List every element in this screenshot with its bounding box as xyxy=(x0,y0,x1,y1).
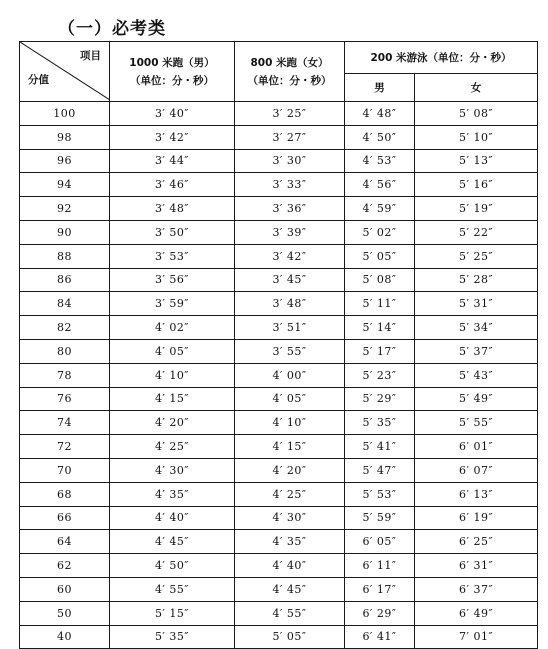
table-row xyxy=(20,102,538,126)
header-800m-title: 800 米跑（女） xyxy=(250,56,329,69)
table-row xyxy=(20,125,538,149)
header-1000m xyxy=(110,42,235,102)
cell-800m: 3′ 27″ xyxy=(235,125,345,149)
cell-800m: 4′ 00″ xyxy=(235,363,345,387)
table-row xyxy=(20,339,538,363)
cell-score: 94 xyxy=(20,173,110,197)
cell-swim-male: 6′ 17″ xyxy=(345,577,415,601)
cell-swim-female: 5′ 08″ xyxy=(415,102,538,126)
table-row xyxy=(20,292,538,316)
cell-swim-male: 4′ 53″ xyxy=(345,149,415,173)
cell-800m: 4′ 55″ xyxy=(235,601,345,625)
cell-swim-male: 6′ 11″ xyxy=(345,554,415,578)
cell-score: 96 xyxy=(20,149,110,173)
cell-800m: 3′ 42″ xyxy=(235,244,345,268)
cell-swim-female: 6′ 01″ xyxy=(415,435,538,459)
cell-800m: 3′ 39″ xyxy=(235,220,345,244)
cell-swim-female: 6′ 07″ xyxy=(415,458,538,482)
table-row xyxy=(20,173,538,197)
cell-swim-female: 5′ 34″ xyxy=(415,316,538,340)
table-row xyxy=(20,435,538,459)
cell-800m: 4′ 40″ xyxy=(235,554,345,578)
cell-swim-male: 5′ 23″ xyxy=(345,363,415,387)
cell-swim-male: 4′ 50″ xyxy=(345,125,415,149)
cell-swim-female: 7′ 01″ xyxy=(415,625,538,649)
cell-score: 74 xyxy=(20,411,110,435)
cell-1000m: 4′ 25″ xyxy=(110,435,235,459)
cell-1000m: 4′ 20″ xyxy=(110,411,235,435)
cell-1000m: 4′ 40″ xyxy=(110,506,235,530)
table-row xyxy=(20,197,538,221)
cell-swim-male: 5′ 08″ xyxy=(345,268,415,292)
corner-label-item: 项目 xyxy=(80,50,101,62)
cell-800m: 3′ 45″ xyxy=(235,268,345,292)
cell-1000m: 4′ 55″ xyxy=(110,577,235,601)
cell-800m: 4′ 20″ xyxy=(235,458,345,482)
cell-1000m: 3′ 40″ xyxy=(110,102,235,126)
cell-score: 78 xyxy=(20,363,110,387)
header-swim: 200 米游泳（单位：分・秒） xyxy=(345,42,538,74)
cell-800m: 4′ 35″ xyxy=(235,530,345,554)
cell-800m: 4′ 10″ xyxy=(235,411,345,435)
cell-score: 100 xyxy=(20,102,110,126)
cell-swim-female: 6′ 37″ xyxy=(415,577,538,601)
cell-1000m: 4′ 35″ xyxy=(110,482,235,506)
cell-score: 50 xyxy=(20,601,110,625)
cell-1000m: 5′ 15″ xyxy=(110,601,235,625)
cell-swim-male: 5′ 29″ xyxy=(345,387,415,411)
cell-swim-male: 5′ 14″ xyxy=(345,316,415,340)
cell-1000m: 4′ 50″ xyxy=(110,554,235,578)
corner-header-cell xyxy=(20,42,110,102)
table-row xyxy=(20,601,538,625)
cell-swim-female: 5′ 31″ xyxy=(415,292,538,316)
cell-swim-male: 5′ 11″ xyxy=(345,292,415,316)
cell-score: 68 xyxy=(20,482,110,506)
cell-swim-female: 5′ 49″ xyxy=(415,387,538,411)
cell-swim-female: 5′ 10″ xyxy=(415,125,538,149)
table-row xyxy=(20,625,538,649)
cell-swim-female: 5′ 13″ xyxy=(415,149,538,173)
cell-score: 60 xyxy=(20,577,110,601)
cell-1000m: 3′ 56″ xyxy=(110,268,235,292)
cell-score: 62 xyxy=(20,554,110,578)
cell-swim-female: 5′ 25″ xyxy=(415,244,538,268)
cell-score: 76 xyxy=(20,387,110,411)
cell-swim-male: 4′ 48″ xyxy=(345,102,415,126)
cell-800m: 3′ 51″ xyxy=(235,316,345,340)
cell-800m: 3′ 33″ xyxy=(235,173,345,197)
cell-swim-female: 5′ 22″ xyxy=(415,220,538,244)
table-row xyxy=(20,482,538,506)
header-800m-unit: （单位：分・秒） xyxy=(247,74,332,87)
cell-800m: 4′ 05″ xyxy=(235,387,345,411)
cell-1000m: 4′ 10″ xyxy=(110,363,235,387)
cell-800m: 3′ 36″ xyxy=(235,197,345,221)
cell-1000m: 3′ 59″ xyxy=(110,292,235,316)
cell-1000m: 4′ 15″ xyxy=(110,387,235,411)
cell-swim-female: 6′ 25″ xyxy=(415,530,538,554)
cell-800m: 4′ 30″ xyxy=(235,506,345,530)
header-swim-male: 男 xyxy=(345,74,415,102)
cell-swim-male: 5′ 59″ xyxy=(345,506,415,530)
table-row xyxy=(20,220,538,244)
cell-800m: 5′ 05″ xyxy=(235,625,345,649)
cell-1000m: 5′ 35″ xyxy=(110,625,235,649)
cell-swim-male: 5′ 02″ xyxy=(345,220,415,244)
cell-1000m: 3′ 46″ xyxy=(110,173,235,197)
header-1000m-unit: （单位：分・秒） xyxy=(130,74,214,87)
table-row xyxy=(20,149,538,173)
cell-800m: 3′ 30″ xyxy=(235,149,345,173)
cell-swim-female: 5′ 16″ xyxy=(415,173,538,197)
cell-1000m: 3′ 50″ xyxy=(110,220,235,244)
cell-score: 86 xyxy=(20,268,110,292)
cell-swim-male: 5′ 41″ xyxy=(345,435,415,459)
cell-score: 66 xyxy=(20,506,110,530)
cell-swim-male: 5′ 53″ xyxy=(345,482,415,506)
table-row xyxy=(20,577,538,601)
cell-score: 84 xyxy=(20,292,110,316)
cell-score: 82 xyxy=(20,316,110,340)
table-row xyxy=(20,268,538,292)
cell-score: 92 xyxy=(20,197,110,221)
cell-800m: 3′ 25″ xyxy=(235,102,345,126)
header-800m xyxy=(235,42,345,102)
table-row xyxy=(20,244,538,268)
header-swim-female: 女 xyxy=(415,74,538,102)
table-row xyxy=(20,411,538,435)
header-1000m-title: 1000 米跑（男） xyxy=(129,56,215,69)
cell-swim-female: 5′ 37″ xyxy=(415,339,538,363)
cell-swim-male: 6′ 29″ xyxy=(345,601,415,625)
cell-score: 72 xyxy=(20,435,110,459)
cell-score: 88 xyxy=(20,244,110,268)
cell-score: 64 xyxy=(20,530,110,554)
cell-1000m: 3′ 44″ xyxy=(110,149,235,173)
cell-800m: 4′ 45″ xyxy=(235,577,345,601)
cell-score: 80 xyxy=(20,339,110,363)
cell-swim-female: 6′ 19″ xyxy=(415,506,538,530)
cell-800m: 3′ 55″ xyxy=(235,339,345,363)
cell-swim-male: 4′ 56″ xyxy=(345,173,415,197)
table-row xyxy=(20,506,538,530)
cell-1000m: 3′ 48″ xyxy=(110,197,235,221)
table-row xyxy=(20,387,538,411)
cell-1000m: 4′ 45″ xyxy=(110,530,235,554)
cell-swim-male: 5′ 47″ xyxy=(345,458,415,482)
cell-swim-female: 6′ 31″ xyxy=(415,554,538,578)
table-row xyxy=(20,316,538,340)
cell-1000m: 4′ 30″ xyxy=(110,458,235,482)
table-row xyxy=(20,458,538,482)
cell-800m: 3′ 48″ xyxy=(235,292,345,316)
table-row xyxy=(20,530,538,554)
cell-swim-male: 4′ 59″ xyxy=(345,197,415,221)
cell-score: 40 xyxy=(20,625,110,649)
cell-1000m: 3′ 42″ xyxy=(110,125,235,149)
cell-swim-female: 6′ 49″ xyxy=(415,601,538,625)
cell-score: 98 xyxy=(20,125,110,149)
cell-800m: 4′ 15″ xyxy=(235,435,345,459)
cell-score: 90 xyxy=(20,220,110,244)
cell-swim-female: 6′ 13″ xyxy=(415,482,538,506)
cell-swim-male: 5′ 05″ xyxy=(345,244,415,268)
cell-1000m: 3′ 53″ xyxy=(110,244,235,268)
score-table xyxy=(19,41,538,649)
table-row xyxy=(20,554,538,578)
cell-swim-female: 5′ 43″ xyxy=(415,363,538,387)
corner-label-score: 分值 xyxy=(28,74,49,86)
cell-swim-male: 5′ 35″ xyxy=(345,411,415,435)
table-row xyxy=(20,363,538,387)
cell-swim-male: 6′ 41″ xyxy=(345,625,415,649)
section-heading: （一）必考类 xyxy=(58,19,166,39)
cell-1000m: 4′ 05″ xyxy=(110,339,235,363)
cell-score: 70 xyxy=(20,458,110,482)
cell-swim-male: 6′ 05″ xyxy=(345,530,415,554)
cell-swim-female: 5′ 28″ xyxy=(415,268,538,292)
cell-800m: 4′ 25″ xyxy=(235,482,345,506)
cell-1000m: 4′ 02″ xyxy=(110,316,235,340)
score-table-body xyxy=(20,102,538,649)
cell-swim-male: 5′ 17″ xyxy=(345,339,415,363)
cell-swim-female: 5′ 19″ xyxy=(415,197,538,221)
cell-swim-female: 5′ 55″ xyxy=(415,411,538,435)
